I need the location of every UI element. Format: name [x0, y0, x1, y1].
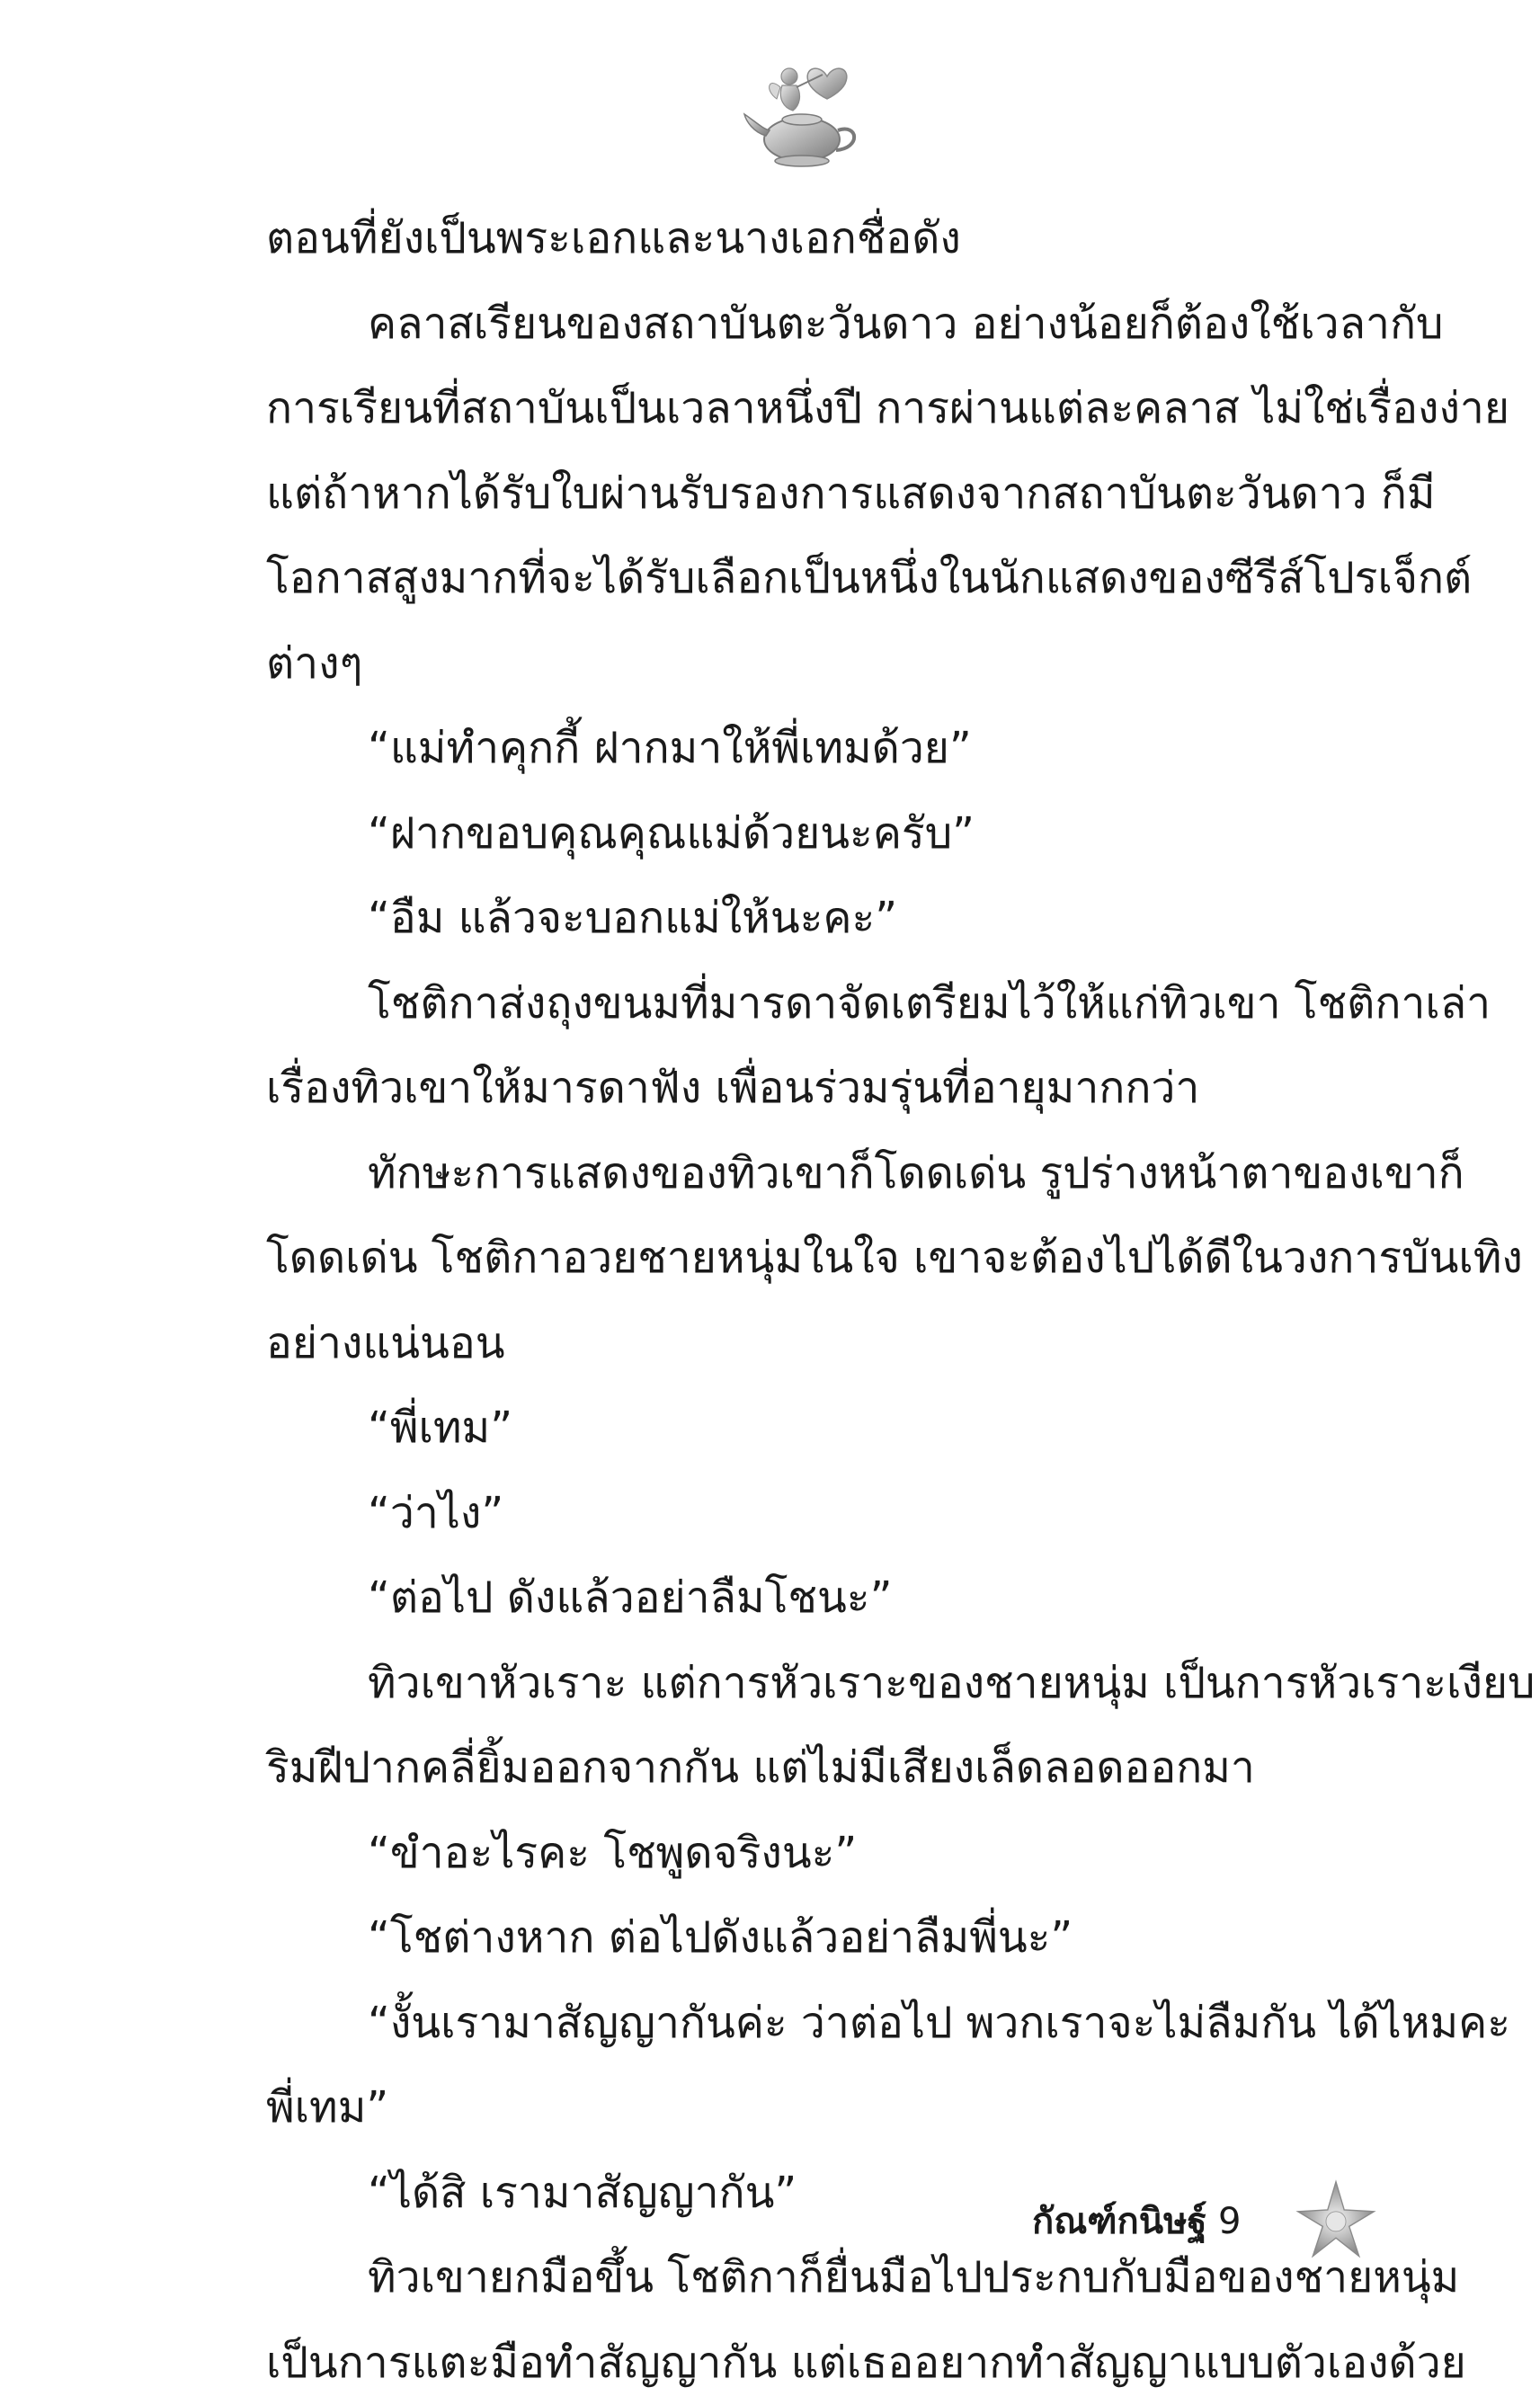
book-title: กัณฑ์กนิษฐ์ — [1032, 2199, 1207, 2244]
dialogue-line: “พี่เทม” — [266, 1385, 1366, 1471]
body-text — [266, 196, 1366, 2405]
text-line: ต่างๆ — [266, 621, 1366, 707]
dialogue-line: “อืม แล้วจะบอกแม่ให้นะคะ” — [266, 876, 1366, 961]
text-line: โอกาสสูงมากที่จะได้รับเลือกเป็นหนึ่งในนักแสดงของซีรีส์โปรเจ็กต์ — [266, 536, 1366, 621]
text-line: แต่ถ้าหากได้รับใบผ่านรับรองการแสดงจากสถาบันตะวันดาว ก็มี — [266, 451, 1366, 537]
teapot-cupid-ornament-icon — [737, 49, 872, 175]
text-line: โชติกาส่งถุงขนมที่มารดาจัดเตรียมไว้ให้แก่ทิวเขา โชติกาเล่า — [266, 961, 1366, 1047]
page-number: 9 — [1218, 2199, 1241, 2244]
dialogue-line: “ขำอะไรคะ โชพูดจริงนะ” — [266, 1811, 1366, 1896]
text-line: ทิวเขาหัวเราะ แต่การหัวเราะของชายหนุ่ม เป็นการหัวเราะเงียบ — [266, 1641, 1366, 1726]
text-line: พี่เทม” — [266, 2065, 1366, 2151]
star-icon — [1295, 2178, 1377, 2261]
text-line: ทักษะการแสดงของทิวเขาก็โดดเด่น รูปร่างหน้าตาของเขาก็ — [266, 1131, 1366, 1216]
dialogue-line: “ฝากขอบคุณคุณแม่ด้วยนะครับ” — [266, 791, 1366, 877]
text-line: เป็นการแตะมือทำสัญญากัน แต่เธออยากทำสัญญาแบบตัวเองด้วย — [266, 2320, 1366, 2405]
text-line: ริมฝีปากคลี่ยิ้มออกจากกัน แต่ไม่มีเสียงเล็ดลอดออกมา — [266, 1725, 1366, 1811]
dialogue-line: “แม่ทำคุกกี้ ฝากมาให้พี่เทมด้วย” — [266, 706, 1366, 791]
text-line: คลาสเรียนของสถาบันตะวันดาว อย่างน้อยก็ต้องใช้เวลากับ — [266, 281, 1366, 367]
text-line: การเรียนที่สถาบันเป็นเวลาหนึ่งปี การผ่านแต่ละคลาส ไม่ใช่เรื่องง่าย — [266, 366, 1366, 451]
text-line: โดดเด่น โชติกาอวยชายหนุ่มในใจ เขาจะต้องไปได้ดีในวงการบันเทิง — [266, 1216, 1366, 1301]
dialogue-line: “งั้นเรามาสัญญากันค่ะ ว่าต่อไป พวกเราจะไม่ลืมกัน ได้ไหมคะ — [266, 1981, 1366, 2066]
dialogue-line: “ต่อไป ดังแล้วอย่าลืมโชนะ” — [266, 1555, 1366, 1641]
text-line: ตอนที่ยังเป็นพระเอกและนางเอกชื่อดัง — [266, 196, 1366, 281]
text-line: เรื่องทิวเขาให้มารดาฟัง เพื่อนร่วมรุ่นที่อายุมากกว่า — [266, 1046, 1366, 1131]
dialogue-line: “ว่าไง” — [266, 1471, 1366, 1556]
dialogue-line: “ได้สิ เรามาสัญญากัน” — [266, 2151, 1366, 2236]
text-line: อย่างแน่นอน — [266, 1301, 1366, 1386]
text-line: ทิวเขายกมือขึ้น โชติกาก็ยื่นมือไปประกบกับมือของชายหนุ่ม — [266, 2235, 1366, 2320]
dialogue-line: “โชต่างหาก ต่อไปดังแล้วอย่าลืมพี่นะ” — [266, 1895, 1366, 1981]
